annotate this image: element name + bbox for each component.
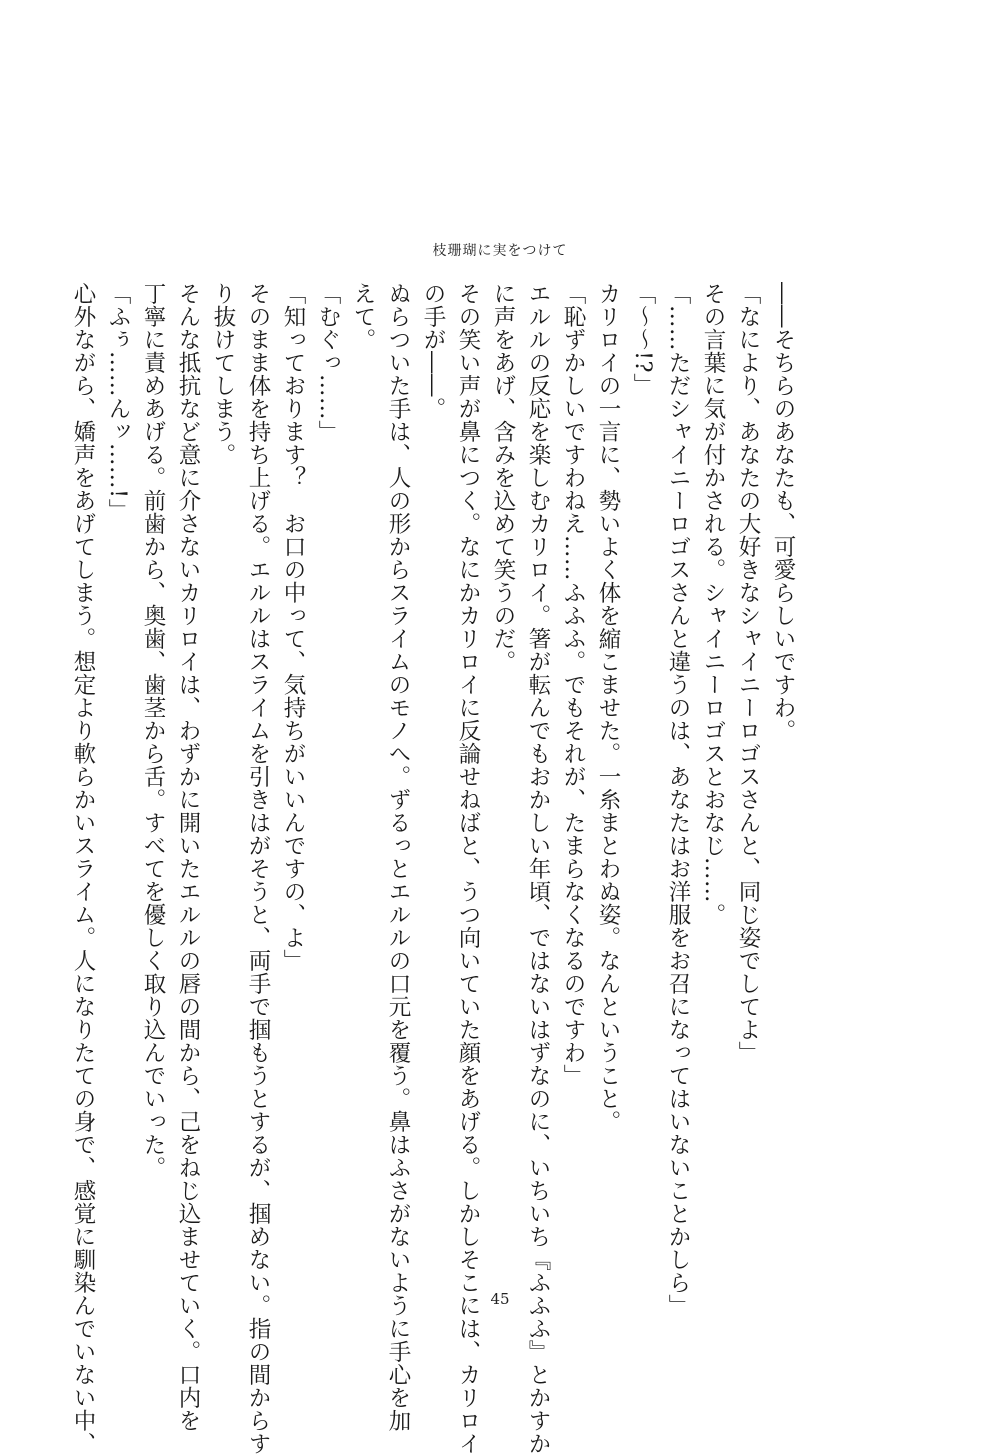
text-line: ――そちらのあなたも、可愛らしいですわ。 [770,282,796,742]
text-line: そのまま体を持ち上げる。エルルはスライムを引きはがそうと、両手で掴もうとするが、掴めない。指の間からす [245,282,271,1455]
text-line: カリロイの一言に、勢いよく体を縮こませた。一糸まとわぬ姿。なんということ。 [595,282,621,1133]
running-header: 枝珊瑚に実をつけて [432,243,568,259]
text-line: 「むぐっ……」 [315,282,341,443]
text-line: の手が――。 [420,282,446,420]
text-line: り抜けてしまう。 [210,282,236,466]
text-line: その笑い声が鼻につく。なにかカリロイに反論せねばと、うつ向いていた顔をあげる。しかしそこには、カリロイ [455,282,481,1455]
text-line: ぬらついた手は、人の形からスライムのモノへ。ずるっとエルルの口元を覆う。鼻はふさがないように手心を加 [385,282,411,1432]
text-line: 「恥ずかしいですわねえ……ふふふ。でもそれが、たまらなくなるのですわ」 [560,282,586,1087]
text-line: 「～～!?」 [630,282,656,397]
text-line: えて。 [350,282,376,351]
page-number: 45 [490,1290,510,1308]
text-line: 「なにより、あなたの大好きなシャイニーロゴスさんと、同じ姿でしてよ」 [735,282,761,1064]
text-line: その言葉に気が付かされる。シャイニーロゴスとおなじ……。 [700,282,726,926]
text-line: エルルの反応を楽しむカリロイ。箸が転んでもおかしい年頃、ではないはずなのに、いちいち『ふふふ』とかすか [525,282,551,1455]
text-line: 「……ただシャイニーロゴスさんと違うのは、あなたはお洋服をお召になってはいないことかしら」 [665,282,691,1317]
text-line: そんな抵抗など意に介さないカリロイは、わずかに開いたエルルの唇の間から、己をねじ込ませていく。口内を [175,282,201,1432]
text-line: に声をあげ、含みを込めて笑うのだ。 [490,282,516,673]
text-line: 心外ながら、嬌声をあげてしまう。想定より軟らかいスライム。人になりたての身で、感覚に馴染んでいない中、 [70,282,96,1455]
text-line: 丁寧に責めあげる。前歯から、奥歯、歯茎から舌。すべてを優しく取り込んでいった。 [140,282,166,1179]
text-line: 「知っております？ お口の中って、気持ちがいいんですの、よ」 [280,282,306,972]
text-line: 「ふぅ……んッ……!」 [105,282,131,522]
